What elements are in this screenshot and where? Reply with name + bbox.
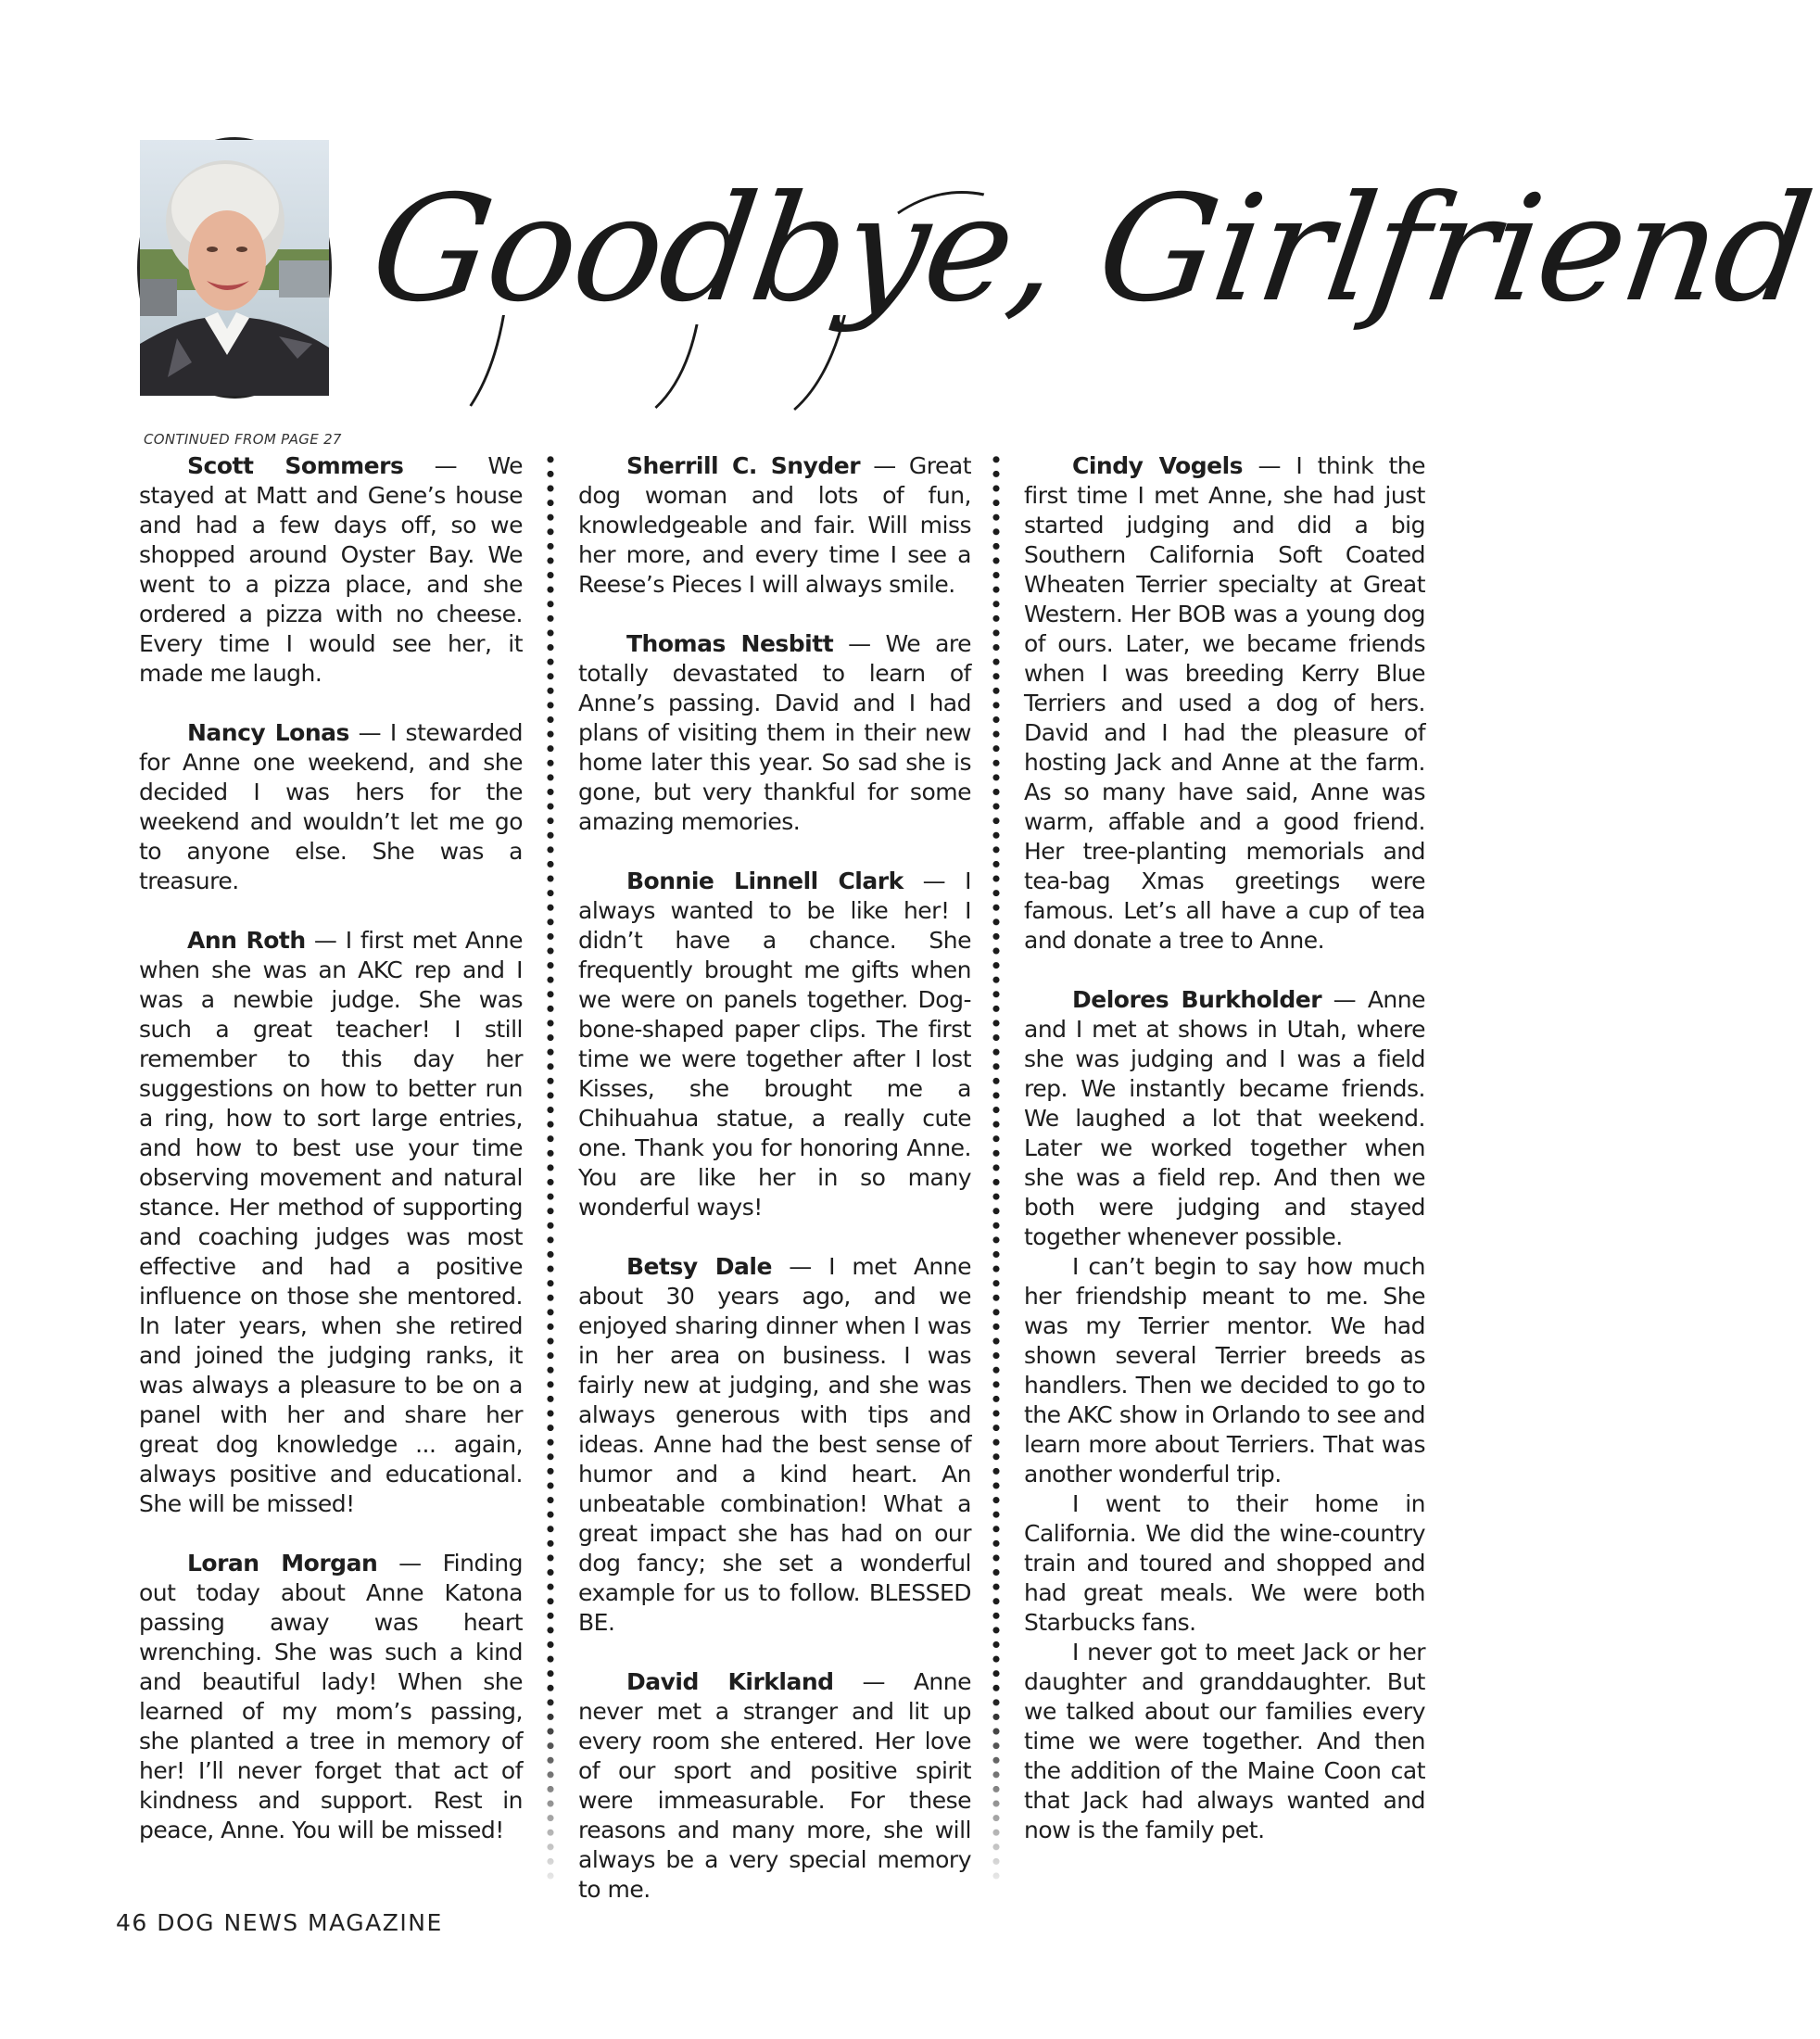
portrait-photo [137, 137, 332, 399]
tribute-author: Thomas Nesbitt [626, 630, 834, 657]
tribute-author: Bonnie Linnell Clark [626, 868, 904, 894]
page-footer: 46 DOG NEWS MAGAZINE [116, 1909, 443, 1936]
tribute-entry [139, 451, 523, 689]
tribute-entry [578, 451, 971, 600]
tribute-continuation: I went to their home in California. We did the wine-country train and toured and shopped and had great meals. We were both Starbucks fans. [1024, 1490, 1425, 1636]
headline [350, 164, 1820, 417]
portrait-photo-icon [140, 140, 329, 396]
dotted-column-divider [546, 452, 555, 1880]
tribute-author: Ann Roth [187, 927, 306, 954]
headline-text: Goodbye, Girlfriend [361, 164, 1820, 335]
tribute-continuation: I can’t begin to say how much her friendship meant to me. She was my Terrier mentor. We had shown several Terrier breeds as handlers. Then we decided to go to the AKC show in Orlando to see and learn more about Terriers. That was another wonderful trip. [1024, 1253, 1425, 1488]
tribute-author: Cindy Vogels [1072, 452, 1244, 479]
tribute-entry [578, 1252, 971, 1638]
tribute-text: — We stayed at Matt and Gene’s house and had a few days off, so we shopped around Oyster Bay. We went to a pizza place, and she ordered a pizza with no cheese. Every time I would see her, it made me laugh. [139, 452, 523, 687]
tribute-text: — I stewarded for Anne one weekend, and she decided I was hers for the weekend and wouldn’t let me go to anyone else. She was a treasure. [139, 719, 523, 894]
tribute-text: — Anne never met a stranger and lit up every room she entered. Her love of our sport and positive spirit were immeasurable. For these reasons and many more, she will always be a very special memory to me. [578, 1668, 971, 1903]
tribute-continuation: I never got to meet Jack or her daughter and granddaughter. But we talked about our families every time we were together. And then the addition of the Maine Coon cat that Jack had always wanted and now is the family pet. [1024, 1639, 1425, 1843]
tribute-text: — I think the first time I met Anne, she had just started judging and did a big Southern California Soft Coated Wheaten Terrier specialty at Great Western. Her BOB was a young dog of ours. Later, we became friends when I was breeding Kerry Blue Terriers and used a dog of hers. David and I had the pleasure of hosting Jack and Anne at the farm. As so many have said, Anne was warm, affable and a good friend. Her tree-planting memorials and tea-bag Xmas greetings were famous. Let’s all have a cup of tea and donate a tree to Anne. [1024, 452, 1425, 954]
dotted-column-divider [992, 452, 1001, 1880]
tribute-text: — Anne and I met at shows in Utah, where she was judging and I was a field rep. We instantly became friends. We laughed a lot that weekend. Later we worked together when she was a field rep. And then we both were judging and stayed together whenever possible. [1024, 986, 1425, 1250]
tribute-author: Loran Morgan [187, 1550, 378, 1577]
tribute-author: Delores Burkholder [1072, 986, 1322, 1013]
tribute-entry [1024, 451, 1425, 956]
tribute-text: — Finding out today about Anne Katona passing away was heart wrenching. She was such a kind and beautiful lady! When she learned of my mom’s passing, she planted a tree in memory of her! I’ll never forget that act of kindness and support. Rest in peace, Anne. You will be missed! [139, 1550, 523, 1843]
continued-note: CONTINUED FROM PAGE 27 [144, 431, 342, 448]
tribute-author: Scott Sommers [187, 452, 404, 479]
column-2 [578, 451, 971, 1905]
tribute-text: — I first met Anne when she was an AKC rep and I was a newbie judge. She was such a great teacher! I still remember to this day her suggestions on how to better run a ring, how to sort large entries, and how to best use your time observing movement and natural stance. Her method of supporting and coaching judges was most effective and had a positive influence on those she mentored. In later years, when she retired and joined the judging ranks, it was always a pleasure to be on a panel with her and share her great dog knowledge ... again, always positive and educational. She will be missed! [139, 927, 523, 1517]
tribute-entry [578, 867, 971, 1222]
tribute-author: Nancy Lonas [187, 719, 349, 746]
tribute-entry [139, 926, 523, 1519]
tribute-entry [139, 718, 523, 896]
tribute-text: — We are totally devastated to learn of Anne’s passing. David and I had plans of visiting them in their new home later this year. So sad she is gone, but very thankful for some amazing memories. [578, 630, 971, 835]
headline-swash-icon [350, 176, 1311, 417]
tribute-entry [139, 1549, 523, 1845]
tribute-text: — I always wanted to be like her! I didn’t have a chance. She frequently brought me gifts when we were on panels together. Dog-bone-shaped paper clips. The first time we were together after I lost Kisses, she brought me a Chihuahua statue, a really cute one. Thank you for honoring Anne. You are like her in so many wonderful ways! [578, 868, 971, 1221]
tribute-author: Sherrill C. Snyder [626, 452, 861, 479]
column-3 [1024, 451, 1425, 1845]
tribute-author: David Kirkland [626, 1668, 834, 1695]
tribute-text: — Great dog woman and lots of fun, knowledgeable and fair. Will miss her more, and every time I see a Reese’s Pieces I will always smile. [578, 452, 971, 598]
tribute-entry [578, 1667, 971, 1905]
tribute-text: — I met Anne about 30 years ago, and we enjoyed sharing dinner when I was in her area on business. I was fairly new at judging, and she was always generous with tips and ideas. Anne had the best sense of humor and a kind heart. An unbeatable combination! What a great impact she has had on our dog fancy; she set a wonderful example for us to follow. BLESSED BE. [578, 1253, 971, 1636]
tribute-author: Betsy Dale [626, 1253, 772, 1280]
tribute-entry [1024, 985, 1425, 1252]
column-1 [139, 451, 523, 1845]
tribute-entry [578, 629, 971, 837]
